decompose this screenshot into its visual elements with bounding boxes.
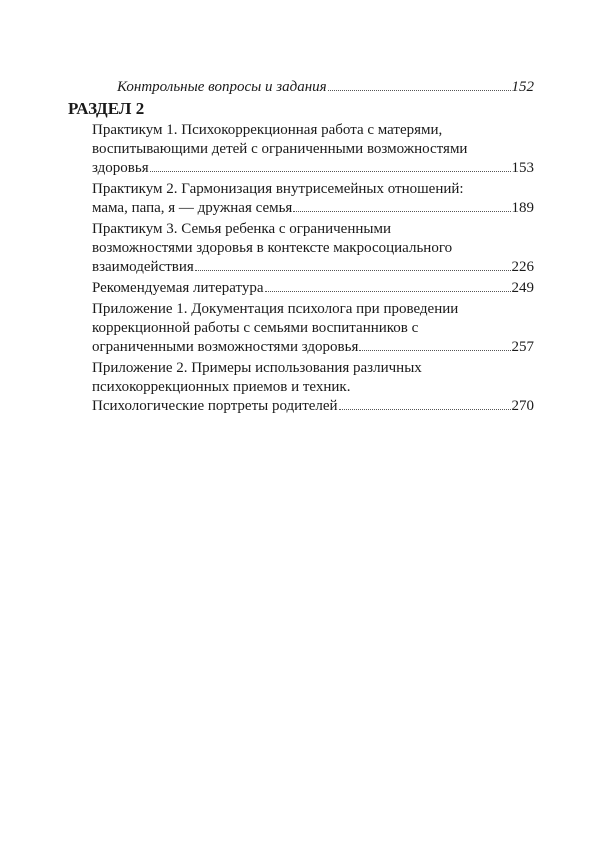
dot-leader [328,89,511,91]
toc-entry-line: воспитывающими детей с ограниченными возможностями [92,141,468,157]
dot-leader [150,170,511,172]
table-of-contents [68,78,534,418]
toc-page-number: 270 [511,398,534,414]
toc-page-number: 226 [511,259,534,275]
dot-leader [195,269,511,271]
toc-page-number: 257 [511,339,534,355]
toc-entry-last-line [92,279,534,298]
toc-entry-practicum-3[interactable] [92,220,534,277]
toc-entry-line: Практикум 1. Психокоррекционная работа с матерями, [92,122,443,138]
toc-entry-last-line [92,258,534,277]
toc-page-number: 249 [511,280,534,296]
toc-entry-practicum-1[interactable] [92,121,534,178]
toc-entry-last-line [92,338,534,357]
dot-leader [339,408,511,410]
toc-entry-line: психокоррекционных приемов и техник. [92,379,351,395]
toc-entry-title: взаимодействия [92,259,194,275]
toc-entry-line: Приложение 1. Документация психолога при проведении [92,301,459,317]
toc-entry-line: Практикум 3. Семья ребенка с ограниченными [92,221,391,237]
dot-leader [359,349,510,351]
toc-entry-appendix-1[interactable] [92,300,534,357]
dot-leader [293,210,510,212]
toc-entry-line: коррекционной работы с семьями воспитанников с [92,320,419,336]
toc-page-number: 153 [511,160,534,176]
toc-entry-title: мама, папа, я — дружная семья [92,200,293,216]
toc-entry-appendix-2[interactable] [92,359,534,416]
toc-entry-control-questions[interactable] [117,78,534,97]
section-title: РАЗДЕЛ 2 [68,99,145,118]
toc-entry-last-line [92,199,534,218]
toc-entry-practicum-2[interactable] [92,180,534,218]
toc-entry-line: Приложение 2. Примеры использования различных [92,360,422,376]
toc-entry-last-line [92,159,534,178]
toc-page-number: 152 [511,79,534,95]
toc-entry-title: Психологические портреты родителей [92,398,338,414]
dot-leader [265,290,511,292]
toc-entry-last-line [92,397,534,416]
toc-entry-title: Рекомендуемая литература [92,280,264,296]
toc-page-number: 189 [511,200,534,216]
toc-entry-literature[interactable] [92,279,534,298]
toc-entry-title: здоровья [92,160,149,176]
toc-entry-line: возможностями здоровья в контексте макросоциального [92,240,453,256]
toc-entry-line: Практикум 2. Гармонизация внутрисемейных отношений: [92,181,464,197]
toc-entry-title: Контрольные вопросы и задания [117,79,327,95]
toc-entry-last-line [117,78,534,97]
toc-entry-title: ограниченными возможностями здоровья [92,339,359,355]
